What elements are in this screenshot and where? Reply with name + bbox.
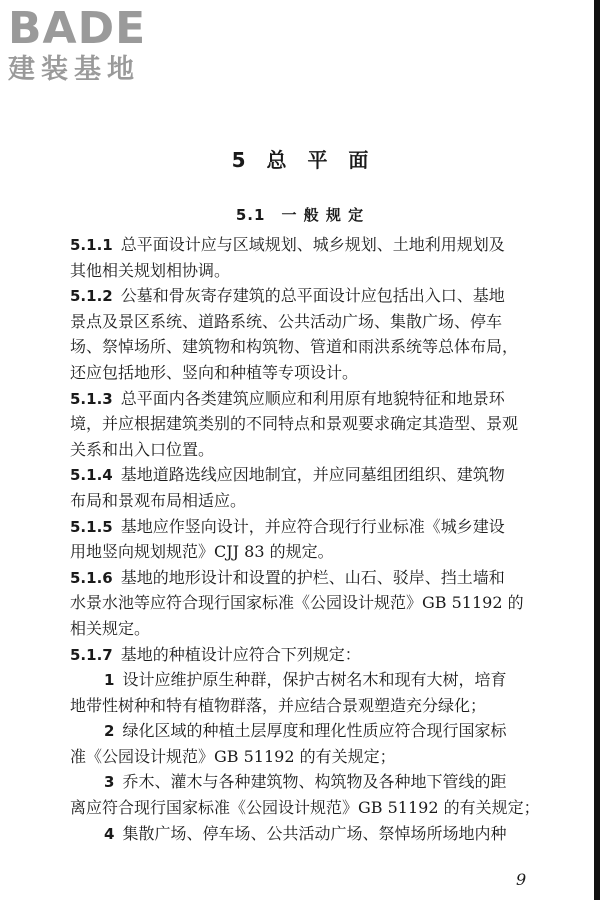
clause — [70, 642, 548, 668]
clause-text: 总平面设计应与区域规划、城乡规划、土地利用规划及 — [120, 235, 505, 254]
clause-number: 5.1.1 — [70, 236, 113, 254]
clause-number: 5.1.7 — [70, 645, 113, 664]
item-line: 地带性树种和特有植物群落，并应结合景观塑造充分绿化； — [70, 695, 487, 715]
clause-line — [70, 232, 548, 258]
item-text: 乔木、灌木与各种建筑物、构筑物及各种地下管线的距 — [122, 772, 507, 792]
clause-line: 场、祭悼场所、建筑物和构筑物、管道和雨洪系统等总体布局， — [70, 337, 519, 357]
item-line: 离应符合现行国家标准《公园设计规范》GB 51192 的有关规定； — [70, 798, 540, 818]
item-text: 设计应维护原生种群，保护古树名木和现有大树，培育 — [122, 670, 507, 690]
item-text: 绿化区域的种植土层厚度和理化性质应符合现行国家标 — [122, 721, 507, 741]
clause-line: 相关规定。 — [70, 618, 151, 638]
clause-text: 总平面内各类建筑应顺应和利用原有地貌特征和地景环 — [120, 388, 505, 408]
chapter-title-char: 总 — [266, 148, 287, 172]
logo-latin-text: BADE — [8, 3, 147, 54]
clause-line — [70, 386, 548, 412]
item-number: 3 — [104, 773, 115, 792]
clause — [70, 514, 548, 565]
item-number: 4 — [104, 824, 115, 843]
clause-text: 基地的地形设计和设置的护栏、山石、驳岸、挡土墙和 — [120, 567, 505, 587]
logo-cjk-text: 建装基地 — [8, 54, 140, 85]
clause — [70, 565, 548, 642]
clause-line: 用地竖向规划规范》CJJ 83 的规定。 — [70, 542, 334, 562]
chapter-title-char: 平 — [307, 148, 328, 172]
clause — [70, 386, 548, 463]
item-line — [70, 821, 548, 847]
clause-line: 境，并应根据建筑类别的不同特点和景观要求确定其造型、景观 — [70, 414, 519, 434]
clause-text: 基地道路选线应因地制宜，并应同墓组团组织、建筑物 — [120, 465, 505, 485]
list-item — [70, 821, 548, 847]
clause-number: 5.1.6 — [70, 568, 113, 587]
item-line — [70, 667, 548, 693]
clause — [70, 283, 548, 385]
clause-line: 景点及景区系统、道路系统、公共活动广场、集散广场、停车 — [70, 311, 503, 331]
item-line — [70, 718, 548, 744]
clause-line: 其他相关规划相协调。 — [70, 260, 231, 280]
item-line: 准《公园设计规范》GB 51192 的有关规定； — [70, 746, 396, 766]
clause-line: 还应包括地形、竖向和种植等专项设计。 — [70, 362, 359, 382]
item-number: 1 — [104, 671, 115, 690]
clause-line — [70, 283, 548, 309]
clause-text: 基地应作竖向设计，并应符合现行行业标准《城乡建设 — [120, 516, 505, 536]
list-item — [70, 718, 548, 769]
chapter-title-char: 面 — [348, 148, 369, 172]
clause — [70, 232, 548, 283]
clause-number: 5.1.2 — [70, 287, 113, 306]
clause-line — [70, 642, 548, 668]
clause-line: 水景水池等应符合现行国家标准《公园设计规范》GB 51192 的 — [70, 593, 524, 613]
clause-line: 关系和出入口位置。 — [70, 439, 215, 459]
document-body — [70, 232, 548, 846]
page-edge — [594, 0, 600, 900]
item-line — [70, 769, 548, 795]
chapter-title — [0, 144, 600, 173]
clause-number: 5.1.4 — [70, 466, 113, 485]
clause-number: 5.1.5 — [70, 517, 113, 536]
clause-line — [70, 514, 548, 540]
clause-text: 基地的种植设计应符合下列规定： — [120, 644, 361, 664]
page-number: 9 — [516, 870, 527, 889]
clause-line — [70, 565, 548, 591]
chapter-number: 5 — [231, 148, 246, 172]
list-item — [70, 667, 548, 718]
clause — [70, 462, 548, 513]
logo — [8, 3, 178, 88]
item-text: 集散广场、停车场、公共活动广场、祭悼场所场地内种 — [122, 823, 507, 843]
list-item — [70, 769, 548, 820]
clause-line — [70, 462, 548, 488]
section-title: 5.1 一 般 规 定 — [235, 206, 365, 224]
clause-number: 5.1.3 — [70, 389, 113, 408]
item-number: 2 — [104, 722, 115, 741]
clause-text: 公墓和骨灰寄存建筑的总平面设计应包括出入口、基地 — [120, 286, 505, 306]
clause-line: 布局和景观布局相适应。 — [70, 490, 247, 510]
